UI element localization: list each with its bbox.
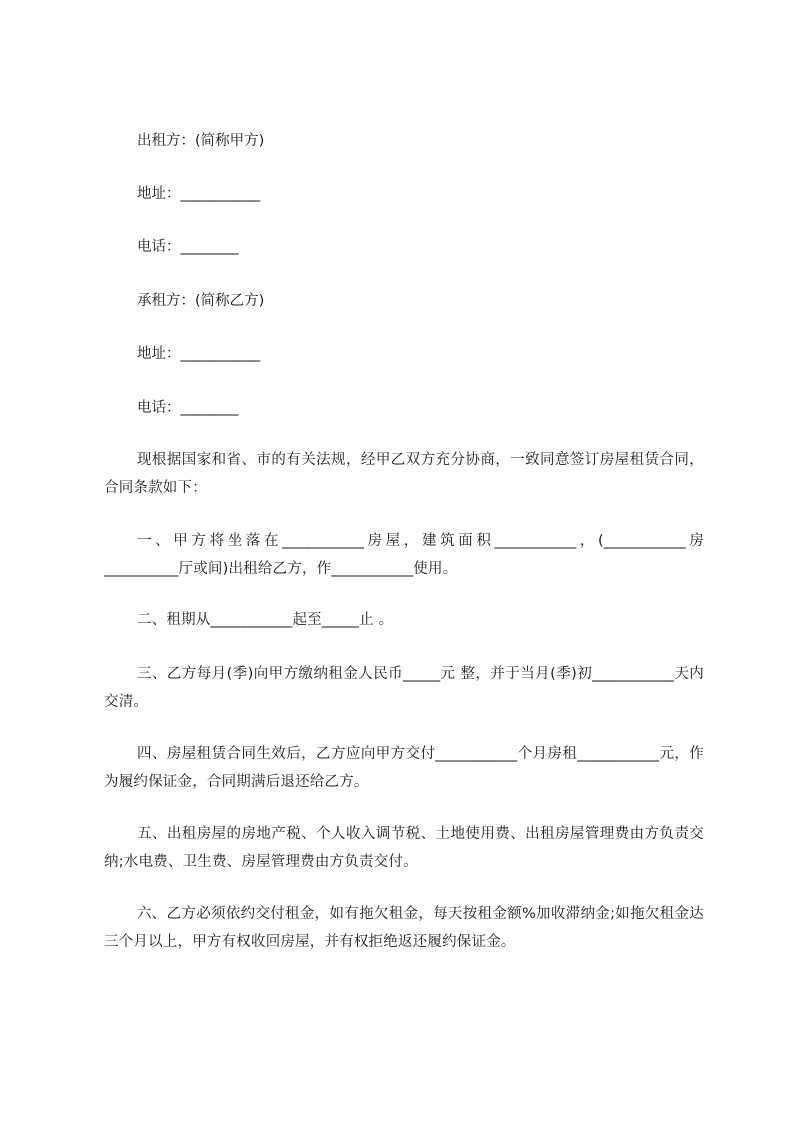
clause-2: 二、租期从___________起至_____止 。 [137, 612, 394, 628]
clause-5: 五、出租房屋的房地产税、个人收入调节税、土地使用费、出租房屋管理费由方负责交纳;水电费、卫生费、房屋管理费由方负责交付。 [104, 826, 704, 870]
clause-1: 一、甲方将坐落在___________房屋，建筑面积___________，(___________房__________厅或间)出租给乙方，作___________使用。 [104, 533, 704, 577]
lessee-address-line: 地址：___________ [137, 346, 261, 362]
lessor-phone-line: 电话：________ [137, 239, 239, 255]
clause-4: 四、房屋租赁合同生效后，乙方应向甲方交付___________个月房租___________元，作为履约保证金，合同期满后退还给乙方。 [104, 746, 704, 790]
clause-3: 三、乙方每月(季)向甲方缴纳租金人民币_____元 整，并于当月(季)初___________天内交清。 [104, 666, 704, 710]
lessee-line: 承租方：(简称乙方) [137, 293, 265, 309]
lessor-line: 出租方：(简称甲方) [137, 133, 265, 149]
lessor-address-line: 地址：___________ [137, 186, 261, 202]
intro-paragraph: 现根据国家和省、市的有关法规，经甲乙双方充分协商，一致同意签订房屋租赁合同，合同条款如下： [104, 452, 704, 496]
lessee-phone-line: 电话：________ [137, 400, 239, 416]
clause-6: 六、乙方必须依约交付租金，如有拖欠租金，每天按租金额%加收滞纳金;如拖欠租金达三个月以上，甲方有权收回房屋，并有权拒绝返还履约保证金。 [104, 906, 704, 950]
